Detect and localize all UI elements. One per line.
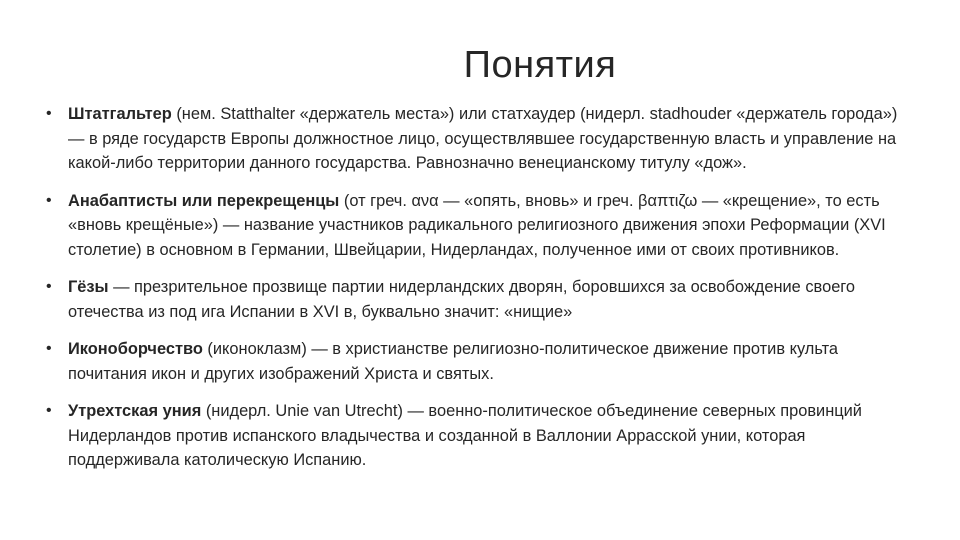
bullet-dot-icon: • bbox=[46, 402, 52, 419]
bullet-item-gezy bbox=[44, 275, 914, 324]
bullet-dot-icon: • bbox=[46, 340, 52, 357]
bullet-dot-icon: • bbox=[46, 191, 52, 209]
bullet-item-shtatgalter bbox=[44, 102, 914, 176]
bullet-item-utrecht-union bbox=[44, 399, 914, 473]
bullet-item-anabaptists bbox=[44, 189, 914, 263]
definition: (от греч. ανα — «опять, вновь» и греч. βαπτιζω — «крещение», то есть «вновь крещёные») — название участников радикального религиозного движения эпохи Реформации (XVI столетие) в основном в Германии, Швейцарии, Нидерландах, полученное ими от своих противников. bbox=[68, 191, 886, 259]
bullet-item-iconoclasm bbox=[44, 337, 914, 386]
term: Гёзы bbox=[68, 278, 109, 296]
term: Анабаптисты или перекрещенцы bbox=[68, 191, 340, 210]
slide-title: Понятия bbox=[463, 44, 617, 86]
term: Иконоборчество bbox=[68, 340, 203, 358]
bullet-dot-icon: • bbox=[46, 278, 52, 295]
bullet-list bbox=[44, 102, 914, 486]
term: Утрехтская уния bbox=[68, 402, 202, 420]
term: Штатгальтер bbox=[68, 105, 172, 123]
bullet-dot-icon: • bbox=[46, 105, 52, 122]
definition: — презрительное прозвище партии нидерландских дворян, боровшихся за освобождение своего отечества из под ига Испании в XVI в, буквально значит: «нищие» bbox=[68, 278, 856, 321]
definition: (нидерл. Unie van Utrecht) — военно-политическое объединение северных провинций Нидерландов против испанского владычества и созданной в Валлонии Аррасской унии, которая поддерживала католическую Испанию. bbox=[68, 402, 862, 469]
definition: (иконоклазм) — в христианстве религиозно-политическое движение против культа почитания икон и других изображений Христа и святых. bbox=[68, 340, 839, 383]
definition: (нем. Statthalter «держатель места») или статхаудер (нидерл. stadhouder «держатель города») — в ряде государств Европы должностное лицо, осуществлявшее государственную власть и управление на какой-либо территории данного государства. Равнозначно венецианскому титулу «дож». bbox=[68, 105, 898, 172]
